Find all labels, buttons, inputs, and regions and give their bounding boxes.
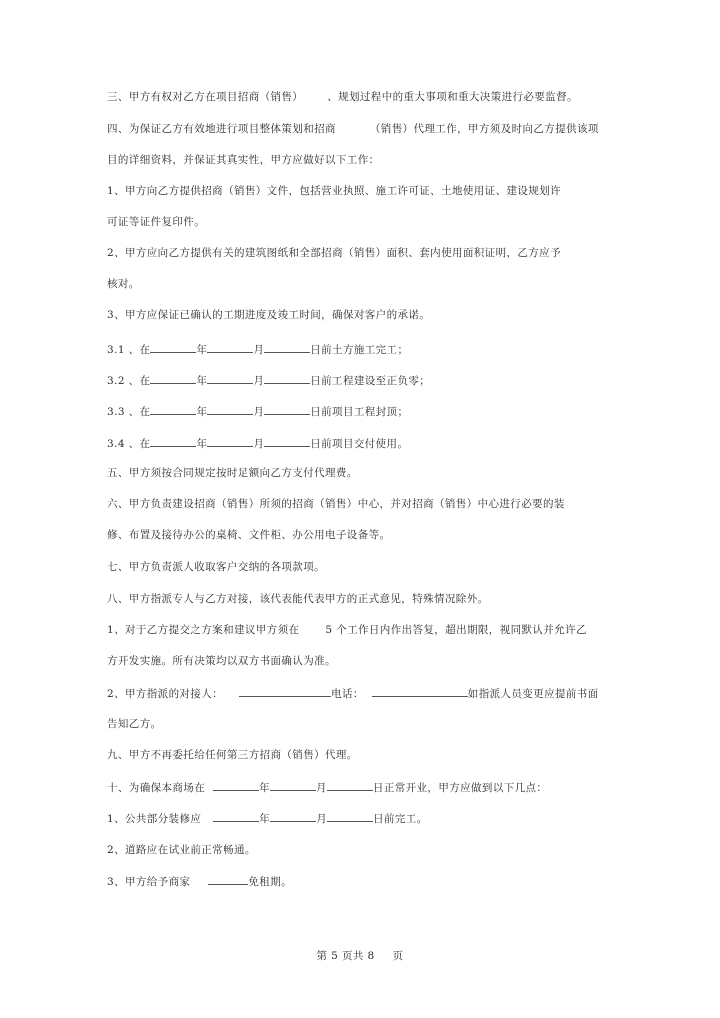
year-blank[interactable] — [150, 404, 196, 415]
clause-3: 三、甲方有权对乙方在项目招商（销售） 、规划过程中的重大事项和重大决策进行必要监督。 — [107, 91, 578, 103]
phone-blank[interactable] — [372, 686, 468, 697]
page-number: 第 5 页共 8 — [316, 950, 375, 962]
clause-7: 七、甲方负责派人收取客户交纳的各项款项。 — [107, 561, 325, 573]
year-blank[interactable] — [150, 436, 196, 447]
year-blank[interactable] — [213, 780, 259, 791]
day-blank[interactable] — [264, 404, 310, 415]
item-2: 2、甲方应向乙方提供有关的建筑图纸和全部招商（销售）面积、套内使用面积证明，乙方应予 — [107, 247, 561, 259]
page-suffix: 页 — [392, 950, 404, 962]
clause-4: 四、为保证乙方有效地进行项目整体策划和招商 （销售）代理工作，甲方须及时向乙方提供该项 — [107, 123, 599, 135]
clause-10-item-2: 2、道路应在试业前正常畅通。 — [107, 844, 256, 856]
day-blank[interactable] — [264, 373, 310, 384]
clause-10-item-3: 3、甲方给予商家 免租期。 — [107, 876, 292, 888]
year-blank[interactable] — [150, 373, 196, 384]
month-blank[interactable] — [207, 404, 253, 415]
item-3-2: 3.2 、在 年 月 日前工程建设至正负零； — [107, 375, 431, 387]
month-blank[interactable] — [207, 342, 253, 353]
month-blank[interactable] — [270, 811, 316, 822]
clause-8-item-1: 1、对于乙方提交之方案和建议甲方须在 5 个工作日内作出答复，超出期限，视同默认并允许乙 — [107, 624, 587, 636]
day-blank[interactable] — [264, 342, 310, 353]
item-3-1: 3.1 、在 年 月 日前土方施工完工； — [107, 344, 409, 356]
rent-free-period-blank[interactable] — [208, 874, 248, 885]
clause-10-item-1: 1、公共部分装修应 年 月 日前完工。 — [107, 813, 428, 825]
clause-8: 八、甲方指派专人与乙方对接，该代表能代表甲方的正式意见，特殊情况除外。 — [107, 593, 489, 605]
month-blank[interactable] — [207, 373, 253, 384]
day-blank[interactable] — [327, 780, 373, 791]
item-1-cont: 可证等证件复印件。 — [107, 216, 206, 228]
item-3-4: 3.4 、在 年 月 日前项目交付使用。 — [107, 438, 409, 450]
year-blank[interactable] — [213, 811, 259, 822]
month-blank[interactable] — [270, 780, 316, 791]
clause-6: 六、甲方负责建设招商（销售）所须的招商（销售）中心，并对招商（销售）中心进行必要的装 — [107, 498, 565, 510]
clause-6-cont: 修、布置及接待办公的桌椅、文件柜、办公用电子设备等。 — [107, 529, 391, 541]
clause-8-item-2-cont: 告知乙方。 — [107, 718, 162, 730]
day-blank[interactable] — [264, 436, 310, 447]
year-blank[interactable] — [150, 342, 196, 353]
clause-10: 十、为确保本商场在 年 月 日正常开业，甲方应做到以下几点： — [107, 782, 548, 794]
clause-8-item-2: 2、甲方指派的对接人： 电话： 如指派人员变更应提前书面 — [107, 688, 599, 700]
page-footer — [0, 948, 720, 963]
item-2-cont: 核对。 — [107, 278, 140, 290]
month-blank[interactable] — [207, 436, 253, 447]
day-blank[interactable] — [327, 811, 373, 822]
item-3: 3、甲方应保证已确认的工期进度及竣工时间，确保对客户的承诺。 — [107, 309, 431, 321]
item-1: 1、甲方向乙方提供招商（销售）文件，包括营业执照、施工许可证、土地使用证、建设规划许 — [107, 185, 561, 197]
clause-5: 五、甲方须按合同规定按时足额向乙方支付代理费。 — [107, 467, 358, 479]
clause-8-item-1-cont: 方开发实施。所有决策均以双方书面确认为准。 — [107, 655, 336, 667]
contact-person-blank[interactable] — [239, 686, 331, 697]
clause-4-cont: 目的详细资料，并保证其真实性，甲方应做好以下工作： — [107, 154, 380, 166]
item-3-3: 3.3 、在 年 月 日前项目工程封顶； — [107, 406, 409, 418]
clause-9: 九、甲方不再委托给任何第三方招商（销售）代理。 — [107, 749, 358, 761]
